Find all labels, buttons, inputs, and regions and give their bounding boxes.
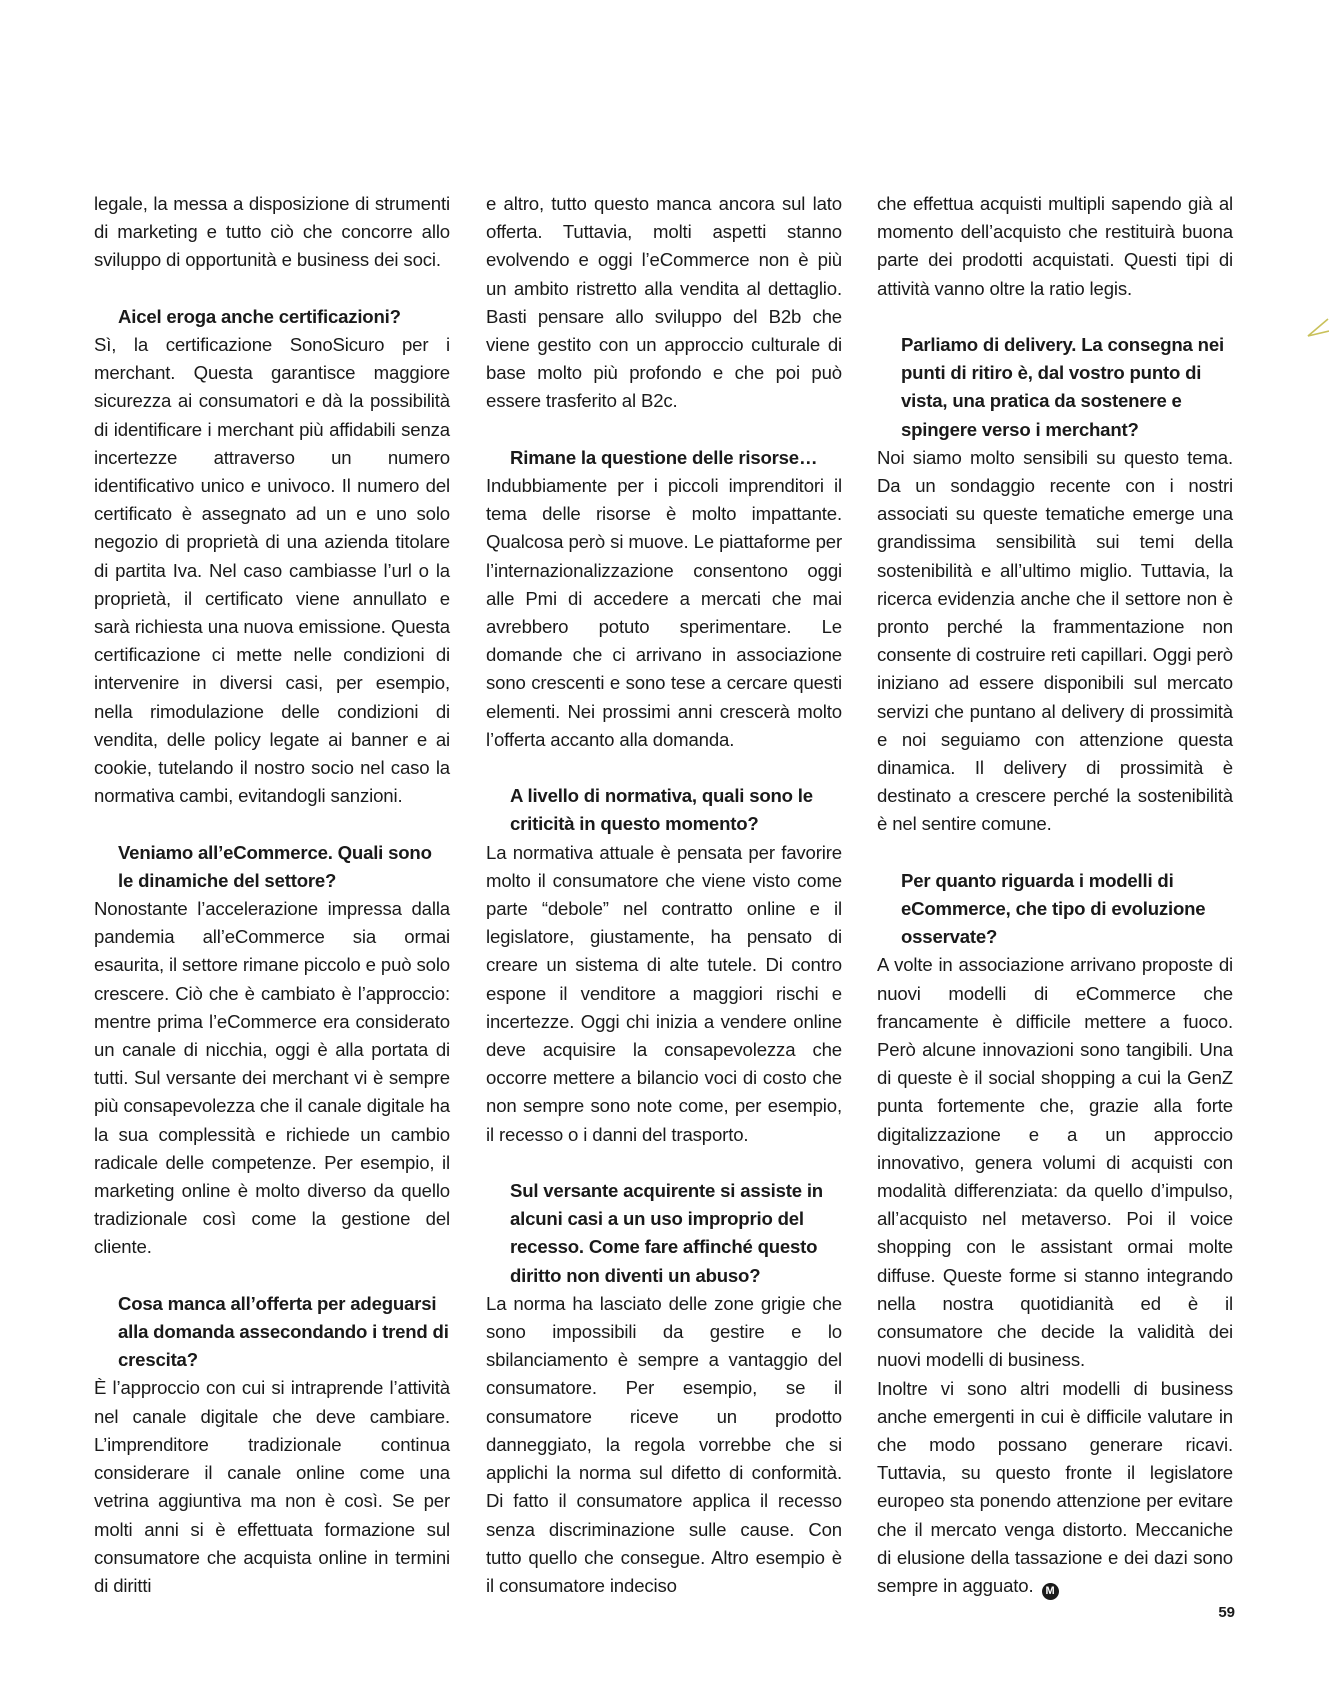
page-edge-fragment-icon [1306,316,1329,340]
answer-paragraph: che effettua acquisti multipli sapendo già al momento dell’acquisto che restituirà buona parte dei prodotti acquistati. Questi tipi di attività vanno oltre la ratio legis. [877,193,1233,299]
answer-paragraph: È l’approccio con cui si intraprende l’attività nel canale digitale che deve cambiare. L’imprenditore tradizionale continua considerare il canale online come una vetrina aggiuntiva ma non è così. Se per molti anni si è effettuata formazione sul consumatore che acquista online in termini di diritti [94,1377,450,1596]
answer-paragraph: La norma ha lasciato delle zone grigie che sono impossibili da gestire e lo sbilanciamento è sempre a vantaggio del consumatore. Per esempio, se il consumatore riceve un prodotto danneggiato, la regola vorrebbe che si applichi la norma sul difetto di conformità. Di fatto il consumatore applica il recesso senza discriminazione sulle cause. Con tutto quello che consegue. Altro esempio è il consumatore indeciso [486,1292,842,1596]
answer-paragraph: Inoltre vi sono altri modelli di business anche emergenti in cui è difficile valutare in che modo possano generare ricavi. Tuttavia, su questo fronte il legislatore europeo sta ponendo attenzione per evitare che il mercato venga distorto. Meccaniche di elusione della tassazione e dei dazi sono sempre in agguato. M [877,1375,1233,1601]
article-column-1 [94,190,450,1600]
answer-paragraph: A volte in associazione arrivano proposte di nuovi modelli di eCommerce che francamente è difficile mettere a fuoco. Però alcune innovazioni sono tangibili. Una di queste è il social shopping a cui la GenZ punta fortemente che, grazie alla forte digitalizzazione e a un approccio innovativo, genera volumi di acquisti con modalità differenziata: da quello d’impulso, all’acquisto nel metaverso. Poi il voice shopping con le assistant ormai molte diffuse. Queste forme si stanno integrando nella nostra quotidianità ed è il consumatore che decide la validità dei nuovi modelli di business. [877,954,1233,1371]
page-number: 59 [1218,1604,1235,1621]
article-end-mark-icon: M [1042,1583,1059,1600]
interview-question: Veniamo all’eCommerce. Quali sono le dinamiche del settore? [118,841,432,891]
answer-paragraph: Indubbiamente per i piccoli imprenditori il tema delle risorse è molto impattante. Qualcosa però si muove. Le piattaforme per l’internazionalizzazione consentono oggi alle Pmi di accedere a mercati che mai avrebbero potuto sperimentare. Le domande che ci arrivano in associazione sono crescenti e sono tese a cercare questi elementi. Nei prossimi anni crescerà molto l’offerta accanto alla domanda. [486,475,842,750]
interview-question: Sul versante acquirente si assiste in alcuni casi a un uso improprio del recesso. Come fare affinché questo diritto non diventi un abuso? [510,1180,823,1286]
answer-paragraph: La normativa attuale è pensata per favorire molto il consumatore che viene visto come parte “debole” nel contratto online e il legislatore, giustamente, ha pensato di creare un sistema di alte tutele. Di contro espone il venditore a maggiori rischi e incertezze. Oggi chi inizia a vendere online deve acquisire la consapevolezza che occorre mettere a bilancio voci di costo che non sempre sono note come, per esempio, il recesso o i danni del trasporto. [486,841,842,1145]
answer-paragraph: Noi siamo molto sensibili su questo tema. Da un sondaggio recente con i nostri associati su queste tematiche emerge una grandissima sensibilità sui temi della sostenibilità e all’ultimo miglio. Tuttavia, la ricerca evidenzia anche che il settore non è pronto perché la frammentazione non consente di costruire reti capillari. Oggi però iniziano ad essere disponibili sul mercato servizi che puntano al delivery di prossimità e noi seguiamo con attenzione questa dinamica. Il delivery di prossimità è destinato a crescere perché la sostenibilità è nel sentire comune. [877,446,1233,835]
interview-question: Per quanto riguarda i modelli di eCommerce, che tipo di evoluzione osservate? [901,869,1206,948]
interview-question: Parliamo di delivery. La consegna nei punti di ritiro è, dal vostro punto di vista, una pratica da sostenere e spingere verso i merchant? [901,334,1224,440]
answer-paragraph: Sì, la certificazione SonoSicuro per i merchant. Questa garantisce maggiore sicurezza ai consumatori e dà la possibilità di identificare i merchant più affidabili senza incertezze attraverso un numero identificativo unico e univoco. Il numero del certificato è assegnato ad un e uno solo negozio di proprietà di una azienda titolare di partita Iva. Nel caso cambiasse l’url o la proprietà, il certificato viene annullato e sarà richiesta una nuova emissione. Questa certificazione ci mette nelle condizioni di intervenire in diversi casi, per esempio, nella rimodulazione delle condizioni di vendita, delle policy legate ai banner e ai cookie, tutelando il nostro socio nel caso la normativa cambi, evitandogli sanzioni. [94,334,450,807]
answer-paragraph: e altro, tutto questo manca ancora sul lato offerta. Tuttavia, molti aspetti stanno evolvendo e oggi l’eCommerce non è più un ambito ristretto alla vendita al dettaglio. Basti pensare allo sviluppo del B2b che viene gestito con un approccio culturale di base molto più profondo e che poi può essere trasferito al B2c. [486,193,842,412]
answer-paragraph: Nonostante l’accelerazione impressa dalla pandemia all’eCommerce sia ormai esaurita, il settore rimane piccolo e può solo crescere. Ciò che è cambiato è l’approccio: mentre prima l’eCommerce era considerato un canale di nicchia, oggi è alla portata di tutti. Sul versante dei merchant vi è sempre più consapevolezza che il canale digitale ha la sua complessità e richiede un cambio radicale delle competenze. Per esempio, il marketing online è molto diverso da quello tradizionale così come la gestione del cliente. [94,898,450,1258]
article-column-2 [486,190,842,1600]
answer-paragraph: legale, la messa a disposizione di strumenti di marketing e tutto ciò che concorre allo sviluppo di opportunità e business dei soci. [94,193,450,271]
interview-question: Rimane la questione delle risorse… [510,446,818,468]
article-column-3 [877,190,1233,1600]
interview-question: Cosa manca all’offerta per adeguarsi alla domanda assecondando i trend di crescita? [118,1292,449,1371]
interview-question: A livello di normativa, quali sono le criticità in questo momento? [510,785,813,835]
interview-question: Aicel eroga anche certificazioni? [118,305,401,327]
